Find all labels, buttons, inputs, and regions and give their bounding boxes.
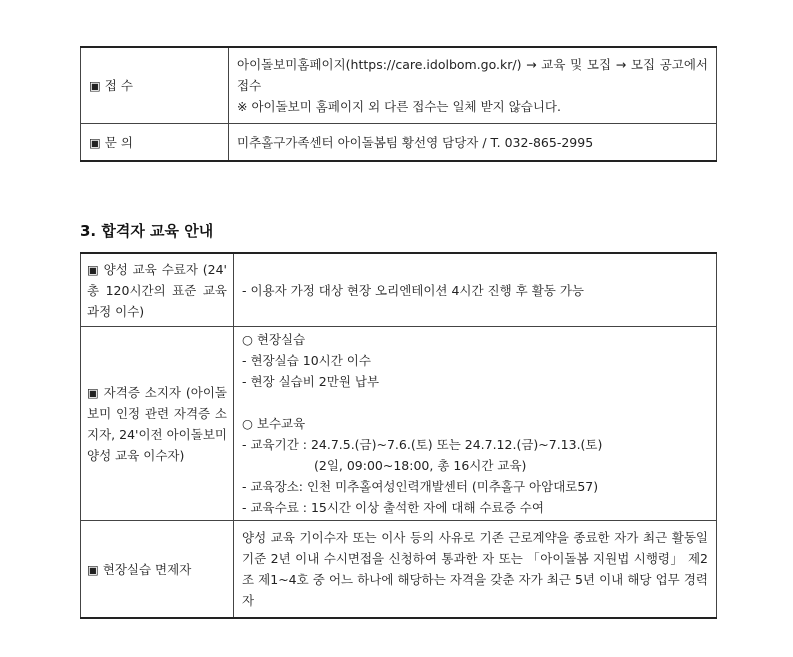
row2-line-9: - 교육수료 : 15시간 이상 출석한 자에 대해 수료증 수여 (242, 500, 544, 515)
row2-line-5: ○ 보수교육 (242, 416, 306, 431)
reception-row (81, 47, 717, 124)
training-row-graduates (81, 253, 717, 327)
reception-line-2: ※ 아이돌보미 홈페이지 외 다른 접수는 일체 받지 않습니다. (237, 99, 561, 114)
reception-label: ▣ 접 수 (81, 47, 229, 124)
row1-label: ▣ 양성 교육 수료자 (24' 총 120시간의 표준 교육과정 이수) (81, 253, 234, 327)
row2-line-1: ○ 현장실습 (242, 332, 306, 347)
reception-content (229, 47, 717, 124)
training-row-certified (81, 327, 717, 521)
row2-line-7: (2일, 09:00~18:00, 총 16시간 교육) (314, 458, 527, 473)
row2-line-2: - 현장실습 10시간 이수 (242, 353, 371, 368)
row3-content: 양성 교육 기이수자 또는 이사 등의 사유로 기존 근로계약을 종료한 자가 최근 활동일 기준 2년 이내 수시면접을 신청하여 통과한 자 또는 「아이돌봄 지원법 시행령」 제2조 제1~4호 중 어느 하나에 해당하는 자격을 갖춘 자가 최근 5년 이내 해당 업무 경력자 (234, 521, 717, 619)
training-row-exempt (81, 521, 717, 619)
row2-line-3: - 현장 실습비 2만원 납부 (242, 374, 380, 389)
row2-line-8: - 교육장소: 인천 미추홀여성인력개발센터 (미추홀구 아암대로57) (242, 479, 599, 494)
reception-table (80, 46, 717, 162)
inquiry-row (81, 124, 717, 162)
row3-label: ▣ 현장실습 면제자 (81, 521, 234, 619)
training-table (80, 252, 717, 619)
row2-content (234, 327, 717, 521)
inquiry-label: ▣ 문 의 (81, 124, 229, 162)
row2-label: ▣ 자격증 소지자 (아이돌보미 인정 관련 자격증 소지자, 24'이전 아이돌보미 양성 교육 이수자) (81, 327, 234, 521)
row2-line-6: - 교육기간 : 24.7.5.(금)~7.6.(토) 또는 24.7.12.(금)~7.13.(토) (242, 437, 603, 452)
section-heading: 3. 합격자 교육 안내 (80, 222, 214, 240)
inquiry-content: 미추홀구가족센터 아이돌봄팀 황선영 담당자 / T. 032-865-2995 (229, 124, 717, 162)
row1-content: - 이용자 가정 대상 현장 오리엔테이션 4시간 진행 후 활동 가능 (234, 253, 717, 327)
row2-line-4 (242, 392, 708, 413)
reception-line-1: 아이돌보미홈페이지(https://care.idolbom.go.kr/) → 교육 및 모집 → 모집 공고에서 접수 (237, 57, 708, 93)
